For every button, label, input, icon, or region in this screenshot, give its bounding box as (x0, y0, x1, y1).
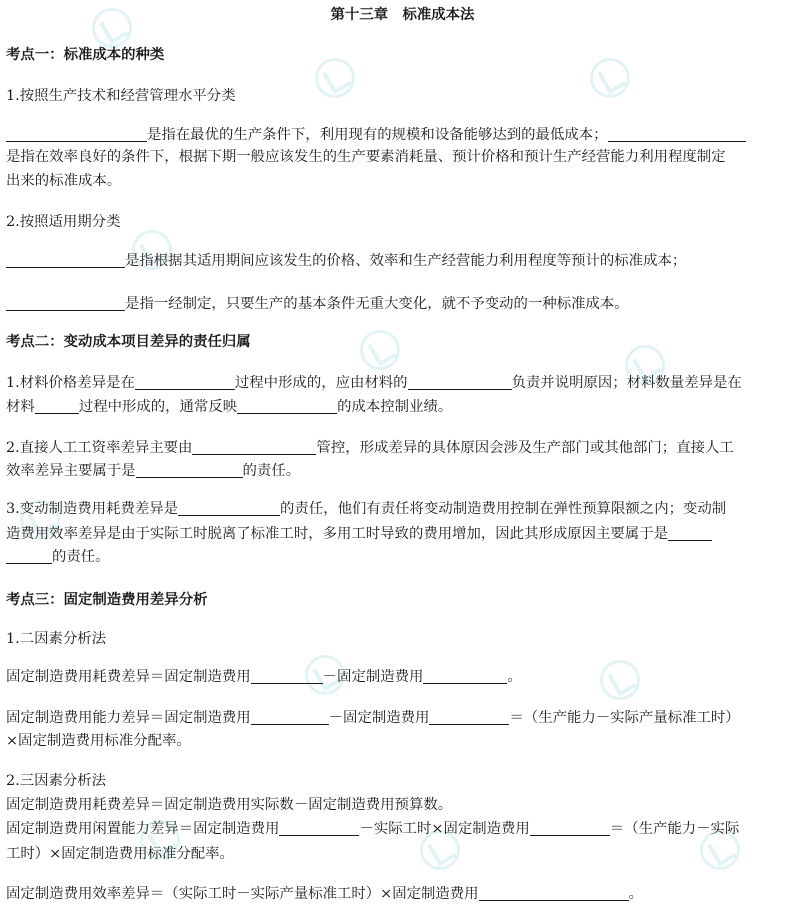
fill-blank[interactable] (251, 708, 329, 725)
paragraph-1-4: 是指根据其适用期间应该发生的价格、效率和生产经营能力利用程度等预计的标准成本； (6, 250, 686, 272)
item-2-3-line-2: 造费用效率差异是由于实际工时脱离了标准工时，多用工时导致的费用增加，因此其形成原因主要属于是 (6, 523, 712, 545)
fill-blank[interactable] (408, 373, 512, 390)
item-2-3-line-1: 3.变动制造费用耗费差异是 的责任，他们有责任将变动制造费用控制在弹性预算限额之内；变动制 (6, 501, 727, 517)
fill-blank[interactable] (135, 373, 235, 390)
fill-blank[interactable] (668, 524, 712, 541)
fill-blank[interactable] (279, 819, 359, 836)
paragraph-1-3: 出来的标准成本。 (6, 173, 122, 189)
fill-blank[interactable] (6, 294, 125, 311)
item-2-2-line-2: 效率差异主要属于是 的责任。 (6, 463, 301, 479)
formula-3-1: 固定制造费用耗费差异＝固定制造费用 －固定制造费用 。 (6, 669, 522, 685)
fill-blank[interactable] (6, 251, 125, 268)
item-2-1-line-1: 1.材料价格差异是在 过程中形成的，应由材料的 负责并说明原因；材料数量差异是在 (6, 375, 742, 391)
formula-3-4-line-2: 工时）×固定制造费用标准分配率。 (6, 846, 234, 862)
section-heading-2: 考点二：变动成本项目差异的责任归属 (6, 334, 251, 350)
fill-blank[interactable] (6, 125, 147, 142)
subheading-1-2: 2.按照适用期分类 (6, 214, 121, 230)
fill-blank[interactable] (35, 397, 79, 414)
fill-blank[interactable] (192, 438, 316, 455)
fill-blank[interactable] (251, 667, 323, 684)
fill-blank[interactable] (479, 884, 629, 901)
fill-blank[interactable] (6, 547, 52, 564)
item-2-3-line-3: 的责任。 (6, 546, 110, 568)
subheading-1-1: 1.按照生产技术和经营管理水平分类 (6, 88, 236, 104)
formula-3-5: 固定制造费用效率差异＝（实际工时－实际产量标准工时）×固定制造费用 。 (6, 886, 643, 902)
section-heading-3: 考点三：固定制造费用差异分析 (6, 592, 208, 608)
paragraph-1-2: 是指在效率良好的条件下，根据下期一般应该发生的生产要素消耗量、预计价格和预计生产经营能力利用程度制定 (6, 149, 726, 165)
formula-3-2-line-1: 固定制造费用能力差异＝固定制造费用 －固定制造费用 ＝（生产能力－实际产量标准工时） (6, 710, 740, 726)
item-2-1-line-2: 材料 过程中形成的，通常反映 的成本控制业绩。 (6, 399, 453, 415)
fill-blank[interactable] (608, 125, 746, 142)
page-title: 第十三章 标准成本法 (330, 7, 475, 23)
fill-blank[interactable] (178, 499, 280, 516)
fill-blank[interactable] (423, 667, 507, 684)
fill-blank[interactable] (530, 819, 610, 836)
subheading-3-2: 2.三因素分析法 (6, 773, 107, 789)
formula-3-2-line-2: ×固定制造费用标准分配率。 (6, 733, 191, 749)
formula-3-3: 固定制造费用耗费差异＝固定制造费用实际数－固定制造费用预算数。 (6, 797, 453, 813)
paragraph-1-1: 是指在最优的生产条件下，利用现有的规模和设备能够达到的最低成本； (6, 124, 746, 146)
formula-3-4-line-1: 固定制造费用闲置能力差异＝固定制造费用 －实际工时×固定制造费用 ＝（生产能力－实际 (6, 821, 740, 837)
section-heading-1: 考点一：标准成本的种类 (6, 47, 165, 63)
fill-blank[interactable] (136, 461, 243, 478)
item-2-2-line-1: 2.直接人工工资率差异主要由 管控，形成差异的具体原因会涉及生产部门或其他部门；直接人工 (6, 440, 734, 456)
fill-blank[interactable] (429, 708, 509, 725)
paragraph-1-5: 是指一经制定，只要生产的基本条件无重大变化，就不予变动的一种标准成本。 (6, 293, 629, 315)
fill-blank[interactable] (237, 397, 337, 414)
subheading-3-1: 1.二因素分析法 (6, 631, 107, 647)
